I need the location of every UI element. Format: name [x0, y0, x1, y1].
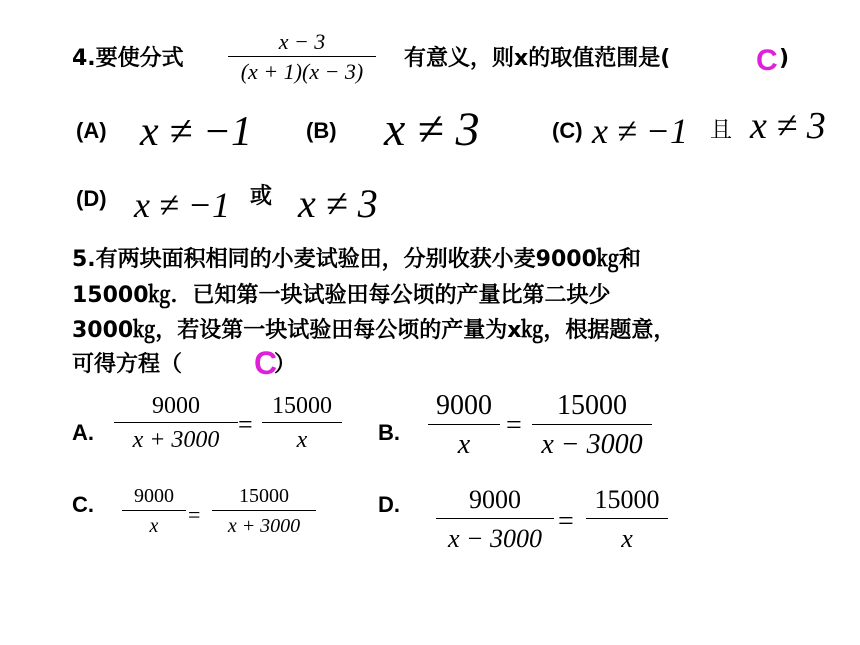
q5-option-c-fraction-left: [122, 482, 186, 541]
q5-option-c-equals: =: [188, 502, 201, 527]
q5-option-a-denominator-left: x + 3000: [132, 427, 220, 453]
q5-option-d-equals: =: [558, 506, 574, 537]
q4-option-c-label: (C): [552, 118, 583, 143]
q5-close-paren: ）: [274, 352, 297, 377]
q5-option-d-numerator-right: 15000: [594, 485, 660, 514]
q5-option-b-equals: =: [506, 410, 522, 441]
q5-option-d-fraction-left: [436, 482, 554, 559]
q5-line-1: 5.有两块面积相同的小麦试验田，分别收获小麦9000㎏和: [72, 247, 641, 272]
q5-option-a-equals: =: [238, 410, 253, 439]
q4-fraction-numerator: x − 3: [278, 29, 326, 54]
q5-option-d-denominator-left: x − 3000: [447, 524, 543, 553]
q5-option-c-denominator-right: x + 3000: [227, 515, 301, 537]
q4-option-b-label: (B): [306, 118, 337, 143]
q4-prefix: 4.要使分式: [72, 46, 184, 71]
q4-option-c-expr2: x ≠ 3: [750, 105, 826, 147]
q5-answer: C: [254, 345, 278, 381]
q4-option-d-expr2: x ≠ 3: [298, 181, 378, 226]
q5-line-2: 15000㎏．已知第一块试验田每公顷的产量比第二块少: [72, 283, 611, 308]
q5-option-a-numerator-right: 15000: [272, 393, 332, 419]
q5-option-d-numerator-left: 9000: [469, 485, 521, 514]
q5-option-a-fraction-left: [114, 390, 238, 457]
q5-option-d-label: D.: [378, 492, 400, 517]
q5-option-c-label: C.: [72, 492, 94, 517]
q5-option-d-denominator-right: x: [621, 524, 633, 553]
q5-option-b-fraction-right: [532, 388, 652, 465]
q5-option-d-fraction-right: [586, 482, 668, 559]
q5-option-b-label: B.: [378, 420, 400, 445]
q5-option-c-numerator-left: 9000: [134, 485, 174, 507]
q4-suffix: 有意义，则x的取值范围是(: [404, 46, 671, 71]
q5-option-a-fraction-right: [262, 390, 342, 457]
q5-option-b-numerator-right: 15000: [557, 390, 627, 421]
q4-option-c-expr1: x ≠ −1: [592, 111, 689, 151]
q5-option-b-fraction-left: [428, 388, 500, 465]
q5-option-a-denominator-right: x: [296, 427, 308, 453]
q4-close-paren: ): [779, 46, 790, 71]
q5-option-a-label: A.: [72, 420, 94, 445]
q4-option-b-expr: x ≠ 3: [384, 103, 480, 156]
q5-option-c-denominator-left: x: [149, 515, 159, 537]
q4-option-a-expr: x ≠ −1: [140, 109, 253, 155]
q5-line-3: 3000㎏，若设第一块试验田每公顷的产量为x㎏，根据题意，: [72, 318, 676, 343]
q5-option-a-numerator-left: 9000: [152, 393, 200, 419]
q5-option-b-numerator-left: 9000: [436, 390, 492, 421]
q4-option-c-conjunction: 且: [710, 118, 733, 143]
q4-fraction: [228, 28, 376, 87]
q5-option-c-fraction-right: [212, 482, 316, 541]
q4-fraction-denominator: (x + 1)(x − 3): [240, 59, 364, 84]
q4-option-d-conjunction: 或: [250, 184, 273, 209]
q4-answer: C: [756, 44, 778, 77]
q4-option-a-label: (A): [76, 118, 107, 143]
q5-line-4: 可得方程（: [72, 352, 183, 377]
q5-option-c-numerator-right: 15000: [239, 485, 289, 507]
q4-option-d-expr1: x ≠ −1: [134, 185, 231, 225]
q4-option-d-label: (D): [76, 186, 107, 211]
q5-option-b-denominator-right: x − 3000: [541, 429, 643, 460]
q5-option-b-denominator-left: x: [457, 429, 471, 460]
